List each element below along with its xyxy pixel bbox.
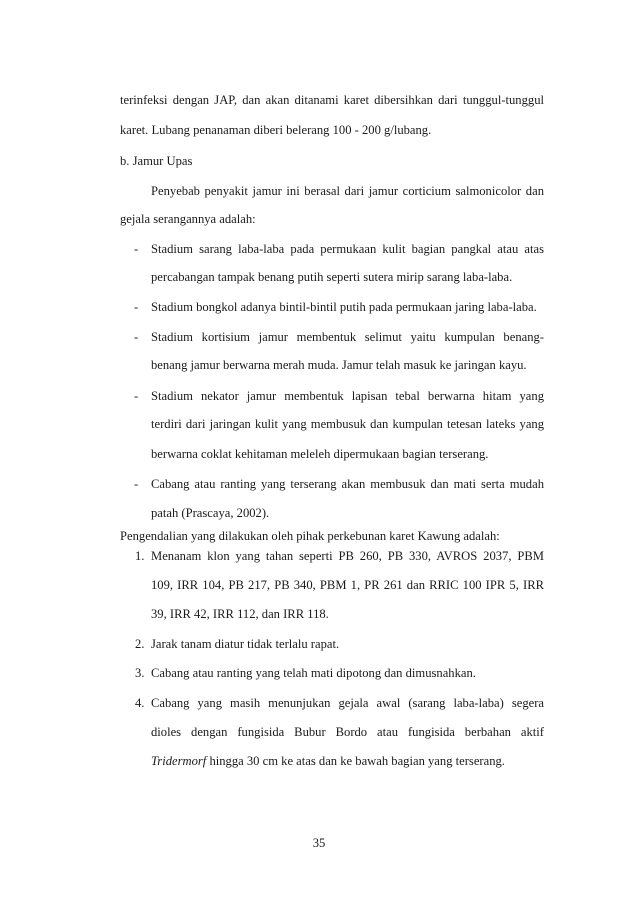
list-line: Menanam klon yang tahan seperti PB 260, PB 330, AVROS 2037, PBM [151, 549, 544, 563]
list-line: Cabang yang masih menunjukan gejala awal (sarang laba-laba) segera [151, 696, 544, 710]
list-line [151, 753, 505, 769]
list-line: 109, IRR 104, PB 217, PB 340, PBM 1, PR 261 dan RRIC 100 IPR 5, IRR [151, 578, 544, 592]
page-number: 35 [312, 836, 326, 850]
bullet-marker: - [134, 389, 139, 403]
italic-term: Tridermorf [151, 754, 207, 768]
list-number: 1. [135, 549, 145, 563]
list-line: Jarak tanam diatur tidak terlalu rapat. [151, 637, 340, 651]
bullet-line: benang jamur berwarna merah muda. Jamur telah masuk ke jaringan kayu. [151, 358, 527, 372]
bullet-line: Stadium sarang laba-laba pada permukaan kulit bagian pangkal atau atas [151, 242, 544, 256]
bullet-line: Stadium kortisium jamur membentuk selimut yaitu kumpulan benang- [151, 330, 544, 344]
intro-line: terinfeksi dengan JAP, dan akan ditanami karet dibersihkan dari tunggul-tunggul [120, 93, 544, 107]
list-number: 2. [135, 637, 145, 651]
section-heading: b. Jamur Upas [120, 154, 193, 168]
intro-line: karet. Lubang penanaman diberi belerang 100 - 200 g/lubang. [120, 123, 432, 137]
bullet-line: percabangan tampak benang putih seperti sutera mirip sarang laba-laba. [151, 270, 513, 284]
list-line-rest: hingga 30 cm ke atas dan ke bawah bagian yang terserang. [206, 754, 505, 768]
bullet-marker: - [134, 300, 139, 314]
bullet-line: terdiri dari jaringan kulit yang membusuk dan kumpulan tetesan lateks yang [151, 417, 544, 431]
list-line: Cabang atau ranting yang telah mati dipotong dan dimusnahkan. [151, 666, 476, 680]
bullet-marker: - [134, 242, 139, 256]
bullet-line: Stadium bongkol adanya bintil-bintil putih pada permukaan jaring laba-laba. [151, 300, 537, 314]
list-line: dioles dengan fungisida Bubur Bordo atau fungisida berbahan aktif [151, 725, 544, 739]
list-number: 3. [135, 666, 145, 680]
bullet-marker: - [134, 477, 139, 491]
list-line: 39, IRR 42, IRR 112, dan IRR 118. [151, 607, 329, 621]
bullet-line: patah (Prascaya, 2002). [151, 506, 270, 520]
list-number: 4. [135, 696, 145, 710]
para-line: Penyebab penyakit jamur ini berasal dari jamur corticium salmonicolor dan [151, 184, 544, 198]
bullet-line: Cabang atau ranting yang terserang akan membusuk dan mati serta mudah [151, 477, 544, 491]
para-line: gejala serangannya adalah: [120, 212, 256, 226]
bullet-line: berwarna coklat kehitaman meleleh dipermukaan bagian terserang. [151, 447, 489, 461]
bullet-line: Stadium nekator jamur membentuk lapisan tebal berwarna hitam yang [151, 389, 544, 403]
control-heading: Pengendalian yang dilakukan oleh pihak perkebunan karet Kawung adalah: [120, 529, 500, 543]
bullet-marker: - [134, 330, 139, 344]
